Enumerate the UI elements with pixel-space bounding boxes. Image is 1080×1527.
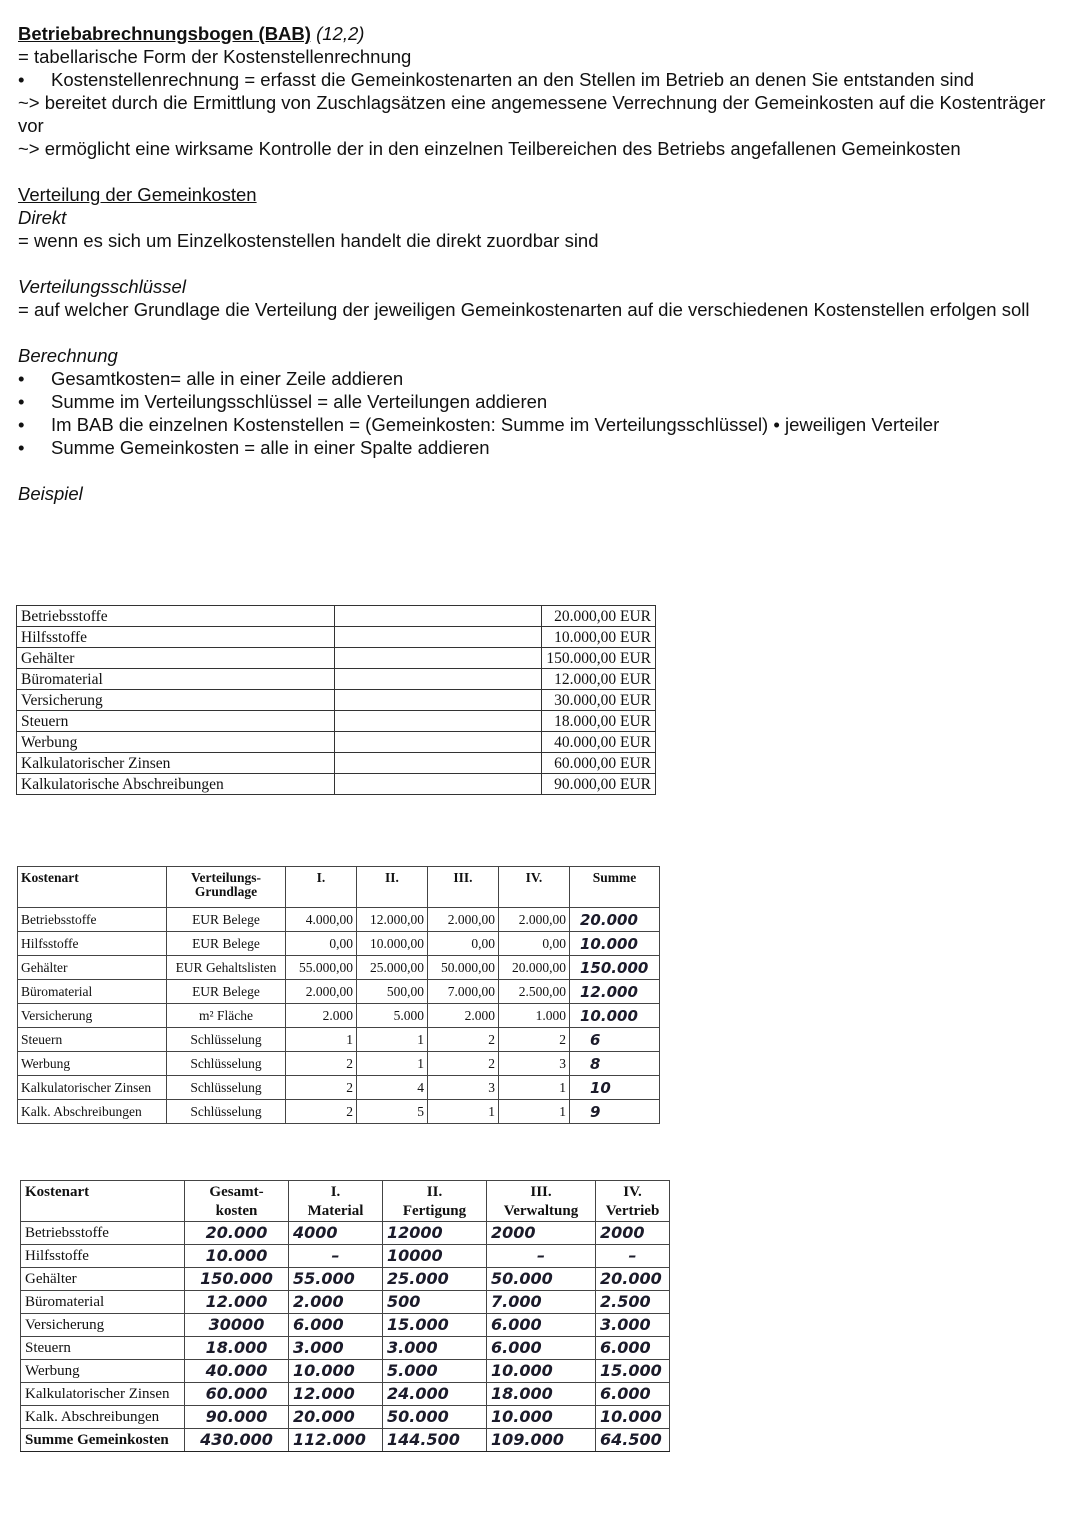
bab-art: Werbung (21, 1360, 185, 1383)
bab-art: Hilfsstoffe (21, 1245, 185, 1268)
key-value: 0,00 (499, 932, 570, 956)
bab-gesamt: 430.000 (185, 1429, 289, 1452)
bab-art: Büromaterial (21, 1291, 185, 1314)
bab-gesamt: 18.000 (185, 1337, 289, 1360)
calculation-item: • Im BAB die einzelnen Kostenstellen = (Gemeinkosten: Summe im Verteilungsschlüssel) • jeweiligen Verteiler (18, 413, 1058, 436)
page-title-ref: (12,2) (316, 23, 365, 44)
bab-value: 10.000 (487, 1406, 596, 1429)
key-value: 2 (428, 1028, 499, 1052)
example-label: Beispiel (18, 483, 83, 504)
cost-amount: 12.000,00 EUR (542, 669, 656, 690)
table-row (21, 1222, 670, 1245)
table-row (17, 627, 656, 648)
key-sum: 10.000 (570, 932, 660, 956)
header-fertigung-label: Fertigung (402, 1203, 467, 1219)
header-col-2: II. (357, 867, 428, 908)
key-value: 0,00 (428, 932, 499, 956)
table-row (17, 732, 656, 753)
bab-value: 20.000 (596, 1268, 670, 1291)
table-row (18, 956, 660, 980)
key-value: 0,00 (286, 932, 357, 956)
cost-name: Hilfsstoffe (17, 627, 335, 648)
direct-text: = wenn es sich um Einzelkostenstellen handelt die direkt zuordbar sind (18, 230, 599, 251)
key-value: 2 (428, 1052, 499, 1076)
header-material (289, 1181, 383, 1222)
key-art: Kalk. Abschreibungen (18, 1100, 167, 1124)
table-row (17, 774, 656, 795)
key-value: 5.000 (357, 1004, 428, 1028)
bab-value: 24.000 (383, 1383, 487, 1406)
bab-value: 3.000 (383, 1337, 487, 1360)
cost-name: Kalkulatorischer Zinsen (17, 753, 335, 774)
key-value: 1 (357, 1052, 428, 1076)
notes-section (18, 22, 1058, 505)
cost-name: Kalkulatorische Abschreibungen (17, 774, 335, 795)
header-verwaltung-label: Verwaltung (503, 1203, 579, 1219)
key-basis: m² Fläche (167, 1004, 286, 1028)
key-value: 4.000,00 (286, 908, 357, 932)
key-value: 2.000,00 (286, 980, 357, 1004)
key-value: 1 (357, 1028, 428, 1052)
key-value: 2.000 (428, 1004, 499, 1028)
bab-value: 6.000 (289, 1314, 383, 1337)
bab-value: 6.000 (596, 1383, 670, 1406)
key-text: = auf welcher Grundlage die Verteilung der jeweiligen Gemeinkostenarten auf die verschiedenen Kostenstellen erfolgen soll (18, 299, 1030, 320)
table-row (21, 1406, 670, 1429)
key-value: 2 (286, 1052, 357, 1076)
table-row (18, 1100, 660, 1124)
bab-gesamt: 40.000 (185, 1360, 289, 1383)
header-gesamt-1: Gesamt- (209, 1184, 264, 1200)
header-col-3: III. (428, 867, 499, 908)
bab-value: 50.000 (383, 1406, 487, 1429)
bab-value: 6.000 (487, 1314, 596, 1337)
table-row (17, 690, 656, 711)
key-basis: EUR Belege (167, 908, 286, 932)
cost-name: Büromaterial (17, 669, 335, 690)
table-row (21, 1268, 670, 1291)
table-row (21, 1383, 670, 1406)
bab-gesamt: 150.000 (185, 1268, 289, 1291)
header-material-label: Material (307, 1203, 364, 1219)
bab-value: – (487, 1245, 596, 1268)
cost-amount: 60.000,00 EUR (542, 753, 656, 774)
bab-value: 3.000 (289, 1337, 383, 1360)
header-fertigung (383, 1181, 487, 1222)
table-row (21, 1360, 670, 1383)
key-value: 10.000,00 (357, 932, 428, 956)
key-value: 4 (357, 1076, 428, 1100)
table-row (18, 908, 660, 932)
key-value: 2 (286, 1076, 357, 1100)
key-value: 12.000,00 (357, 908, 428, 932)
key-value: 2 (286, 1100, 357, 1124)
key-art: Versicherung (18, 1004, 167, 1028)
table-row (17, 648, 656, 669)
bab-value: 10.000 (596, 1406, 670, 1429)
table-row (17, 606, 656, 627)
bab-value: 12.000 (289, 1383, 383, 1406)
bab-gesamt: 12.000 (185, 1291, 289, 1314)
header-gesamt (185, 1181, 289, 1222)
key-sum: 6 (570, 1028, 660, 1052)
key-art: Büromaterial (18, 980, 167, 1004)
bab-art: Versicherung (21, 1314, 185, 1337)
bab-value: 15.000 (596, 1360, 670, 1383)
heading-line (18, 22, 1058, 45)
cost-amount: 90.000,00 EUR (542, 774, 656, 795)
key-art: Werbung (18, 1052, 167, 1076)
cost-name: Gehälter (17, 648, 335, 669)
page-title: Betriebabrechnungsbogen (BAB) (18, 23, 311, 44)
bab-value: 64.500 (596, 1429, 670, 1452)
bab-value: 3.000 (596, 1314, 670, 1337)
cost-name: Steuern (17, 711, 335, 732)
distribution-key-table (17, 866, 660, 1124)
table-row (18, 1076, 660, 1100)
bab-value: 6.000 (596, 1337, 670, 1360)
bab-gesamt: 60.000 (185, 1383, 289, 1406)
bab-art: Steuern (21, 1337, 185, 1360)
table-row (18, 932, 660, 956)
cost-amount: 150.000,00 EUR (542, 648, 656, 669)
header-verwaltung (487, 1181, 596, 1222)
bab-value: 6.000 (487, 1337, 596, 1360)
key-sum: 10.000 (570, 1004, 660, 1028)
cost-amount: 20.000,00 EUR (542, 606, 656, 627)
bab-value: 2.500 (596, 1291, 670, 1314)
key-basis: Schlüsselung (167, 1028, 286, 1052)
bab-art: Kalkulatorischer Zinsen (21, 1383, 185, 1406)
key-basis: EUR Belege (167, 980, 286, 1004)
key-sum: 9 (570, 1100, 660, 1124)
bab-value: 12000 (383, 1222, 487, 1245)
bab-value: – (596, 1245, 670, 1268)
bab-value: 5.000 (383, 1360, 487, 1383)
key-sum: 20.000 (570, 908, 660, 932)
bab-art: Betriebsstoffe (21, 1222, 185, 1245)
key-sum: 10 (570, 1076, 660, 1100)
bab-value: 2000 (487, 1222, 596, 1245)
bab-value: 112.000 (289, 1429, 383, 1452)
key-value: 55.000,00 (286, 956, 357, 980)
key-art: Hilfsstoffe (18, 932, 167, 956)
key-value: 2.000,00 (499, 908, 570, 932)
cost-amount: 30.000,00 EUR (542, 690, 656, 711)
table-row (17, 753, 656, 774)
key-value: 1 (499, 1100, 570, 1124)
header-vertrieb (596, 1181, 670, 1222)
table-row (21, 1314, 670, 1337)
key-sum: 150.000 (570, 956, 660, 980)
bab-gesamt: 10.000 (185, 1245, 289, 1268)
bab-value: 50.000 (487, 1268, 596, 1291)
table-header-row (18, 867, 660, 908)
key-value: 2.500,00 (499, 980, 570, 1004)
key-sum: 8 (570, 1052, 660, 1076)
key-value: 1.000 (499, 1004, 570, 1028)
bab-value: 18.000 (487, 1383, 596, 1406)
bab-value: 20.000 (289, 1406, 383, 1429)
cost-name: Werbung (17, 732, 335, 753)
bab-gesamt: 30000 (185, 1314, 289, 1337)
key-basis: Schlüsselung (167, 1076, 286, 1100)
bab-value: 55.000 (289, 1268, 383, 1291)
key-basis: Schlüsselung (167, 1100, 286, 1124)
key-value: 2.000,00 (428, 908, 499, 932)
key-value: 500,00 (357, 980, 428, 1004)
key-art: Steuern (18, 1028, 167, 1052)
table-row-total (21, 1429, 670, 1452)
header-material-num: I. (330, 1184, 341, 1200)
key-sum: 12.000 (570, 980, 660, 1004)
bab-value: 2000 (596, 1222, 670, 1245)
calculation-item: • Summe im Verteilungsschlüssel = alle Verteilungen addieren (18, 390, 1058, 413)
bab-gesamt: 90.000 (185, 1406, 289, 1429)
bab-value: 10000 (383, 1245, 487, 1268)
key-basis: EUR Belege (167, 932, 286, 956)
bullet-item: • Kostenstellenrechnung = erfasst die Gemeinkostenarten an den Stellen im Betrieb an denen Sie entstanden sind (18, 68, 1058, 91)
table-row (18, 1052, 660, 1076)
key-value: 50.000,00 (428, 956, 499, 980)
bab-art: Kalk. Abschreibungen (21, 1406, 185, 1429)
key-value: 1 (286, 1028, 357, 1052)
table-row (18, 1028, 660, 1052)
table-row (21, 1337, 670, 1360)
key-value: 25.000,00 (357, 956, 428, 980)
bab-value: 109.000 (487, 1429, 596, 1452)
header-fertigung-num: II. (426, 1184, 443, 1200)
bab-art: Summe Gemeinkosten (21, 1429, 185, 1452)
key-value: 1 (499, 1076, 570, 1100)
key-value: 5 (357, 1100, 428, 1124)
table-row (21, 1245, 670, 1268)
key-label: Verteilungsschlüssel (18, 276, 186, 297)
header-vertrieb-label: Vertrieb (605, 1203, 660, 1219)
header-kostenart: Kostenart (21, 1181, 185, 1222)
header-grundlage-1: Verteilungs- (191, 870, 261, 885)
bab-value: 10.000 (289, 1360, 383, 1383)
header-grundlage-2: Grundlage (194, 884, 258, 899)
header-kostenart: Kostenart (18, 867, 167, 908)
bab-value: 15.000 (383, 1314, 487, 1337)
cost-name: Versicherung (17, 690, 335, 711)
key-value: 3 (428, 1076, 499, 1100)
calculation-item: • Gesamtkosten= alle in einer Zeile addieren (18, 367, 1058, 390)
key-basis: Schlüsselung (167, 1052, 286, 1076)
cost-amount: 40.000,00 EUR (542, 732, 656, 753)
definition-bullets (18, 68, 1058, 91)
bab-value: 500 (383, 1291, 487, 1314)
bab-value: – (289, 1245, 383, 1268)
table-row (17, 669, 656, 690)
key-value: 1 (428, 1100, 499, 1124)
header-gesamt-2: kosten (215, 1203, 258, 1219)
header-summe: Summe (570, 867, 660, 908)
table-header-row (21, 1181, 670, 1222)
key-value: 3 (499, 1052, 570, 1076)
cost-table (16, 605, 656, 795)
bab-art: Gehälter (21, 1268, 185, 1291)
header-vertrieb-num: IV. (623, 1184, 642, 1200)
calculation-list (18, 367, 1058, 459)
header-col-1: I. (286, 867, 357, 908)
bab-value: 2.000 (289, 1291, 383, 1314)
bab-table (20, 1180, 670, 1452)
bab-value: 10.000 (487, 1360, 596, 1383)
table-row (18, 980, 660, 1004)
calculation-item: • Summe Gemeinkosten = alle in einer Spalte addieren (18, 436, 1058, 459)
key-value: 7.000,00 (428, 980, 499, 1004)
key-art: Betriebsstoffe (18, 908, 167, 932)
table-row (17, 711, 656, 732)
bab-value: 7.000 (487, 1291, 596, 1314)
table-row (21, 1291, 670, 1314)
cost-amount: 10.000,00 EUR (542, 627, 656, 648)
key-value: 2.000 (286, 1004, 357, 1028)
bab-value: 144.500 (383, 1429, 487, 1452)
key-art: Kalkulatorischer Zinsen (18, 1076, 167, 1100)
direct-label: Direkt (18, 207, 67, 228)
header-col-4: IV. (499, 867, 570, 908)
bab-value: 25.000 (383, 1268, 487, 1291)
definition-text: = tabellarische Form der Kostenstellenrechnung (18, 46, 412, 67)
calculation-title: Berechnung (18, 345, 118, 366)
header-grundlage (167, 867, 286, 908)
note-text-2: ~> ermöglicht eine wirksame Kontrolle der in den einzelnen Teilbereichen des Betriebs angefallenen Gemeinkosten (18, 138, 961, 159)
key-art: Gehälter (18, 956, 167, 980)
key-basis: EUR Gehaltslisten (167, 956, 286, 980)
key-value: 20.000,00 (499, 956, 570, 980)
table-row (18, 1004, 660, 1028)
bab-gesamt: 20.000 (185, 1222, 289, 1245)
header-verwaltung-num: III. (530, 1184, 552, 1200)
key-value: 2 (499, 1028, 570, 1052)
cost-name: Betriebsstoffe (17, 606, 335, 627)
distribution-title: Verteilung der Gemeinkosten (18, 184, 257, 205)
note-text-1: ~> bereitet durch die Ermittlung von Zuschlagsätzen eine angemessene Verrechnung der Gemeinkosten auf die Kostenträger vor (18, 92, 1046, 136)
cost-amount: 18.000,00 EUR (542, 711, 656, 732)
bab-value: 4000 (289, 1222, 383, 1245)
